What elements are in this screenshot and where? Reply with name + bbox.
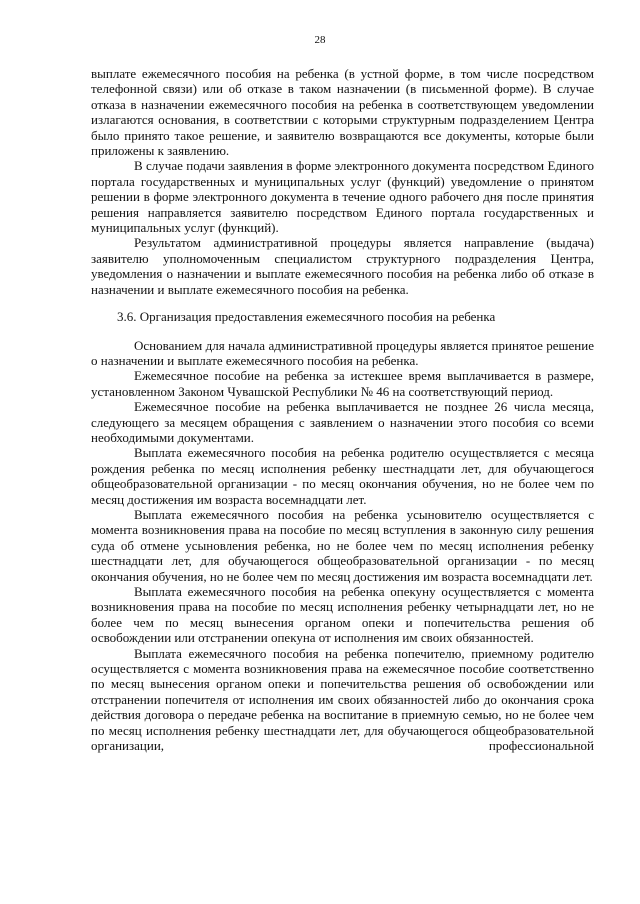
paragraph-payment-deadline: Ежемесячное пособие на ребенка выплачивается не позднее 26 числа месяца, следующего за месяцем обращения с заявлением о назначении этого пособия со всеми необходимыми документами. [91, 399, 594, 445]
paragraph-electronic-notification: В случае подачи заявления в форме электронного документа посредством Единого портала государственных и муниципальных услуг (функций) уведомление о принятом решении в форме электронного документа в течение одного рабочего дня после принятия решения направляется заявителю посредством Единого портала государственных и муниципальных услуг (функций). [91, 158, 594, 236]
paragraph-procedure-result: Результатом административной процедуры является направление (выдача) заявителю уполномоченным специалистом структурного подразделения Центра, уведомления о назначении и выплате ежемесячного пособия на ребенка либо об отказе в назначении и выплате ежемесячного пособия на ребенка. [91, 235, 594, 297]
paragraph-payment-to-parent: Выплата ежемесячного пособия на ребенка родителю осуществляется с месяца рождения ребенка по месяц исполнения ребенку шестнадцати лет, для обучающегося общеобразовательной организации - по месяц окончания обучения, но не более чем по месяц достижения им возраста восемнадцати лет. [91, 445, 594, 507]
section-heading: 3.6. Организация предоставления ежемесячного пособия на ребенка [117, 309, 496, 325]
page-number: 28 [314, 34, 326, 46]
paragraph-arrears-payment: Ежемесячное пособие на ребенка за истекшее время выплачивается в размере, установленном Законом Чувашской Республики № 46 на соответствующий период. [91, 368, 594, 399]
paragraph-procedure-basis: Основанием для начала административной процедуры является принятое решение о назначении и выплате ежемесячного пособия на ребенка. [91, 337, 594, 368]
paragraph-notification-continued: выплате ежемесячного пособия на ребенка (в устной форме, в том числе посредством телефонной связи) или об отказе в таком назначении (в письменной форме). В случае отказа в назначении ежемесячного пособия на ребенка в соответствующем уведомлении излагаются основания, в соответствии с которыми структурным подразделением Центра было принято такое решение, и заявителю возвращаются все документы, которые были приложены к заявлению. [91, 66, 594, 159]
paragraph-payment-to-adopter: Выплата ежемесячного пособия на ребенка усыновителю осуществляется с момента возникновения права на пособие по месяц вступления в законную силу решения суда об отмене усыновления ребенка, но не более чем по месяц исполнения ребенку шестнадцати лет, для обучающегося общеобразовательной организации - по месяц окончания обучения, но не более чем по месяц достижения им возраста восемнадцати лет. [91, 506, 594, 584]
paragraph-payment-to-trustee: Выплата ежемесячного пособия на ребенка попечителю, приемному родителю осуществляется с момента возникновения права на ежемесячное пособие соответственно по месяц вынесения органом опеки и попечительства решения об освобождении или отстранении попечителя от исполнения им своих обязанностей либо до окончания срока действия договора о передаче ребенка на воспитание в приемную семью, но не более чем по месяц исполнения ребенку шестнадцати лет, для обучающегося общеобразовательной организации, профессиональной [91, 645, 594, 754]
page-body [91, 66, 594, 753]
paragraph-payment-to-guardian: Выплата ежемесячного пособия на ребенка опекуну осуществляется с момента возникновения права на пособие по месяц исполнения ребенку четырнадцати лет, но не более чем по месяц вынесения органом опеки и попечительства решения об освобождении или отстранении опекуна от исполнения им своих обязанностей. [91, 584, 594, 646]
